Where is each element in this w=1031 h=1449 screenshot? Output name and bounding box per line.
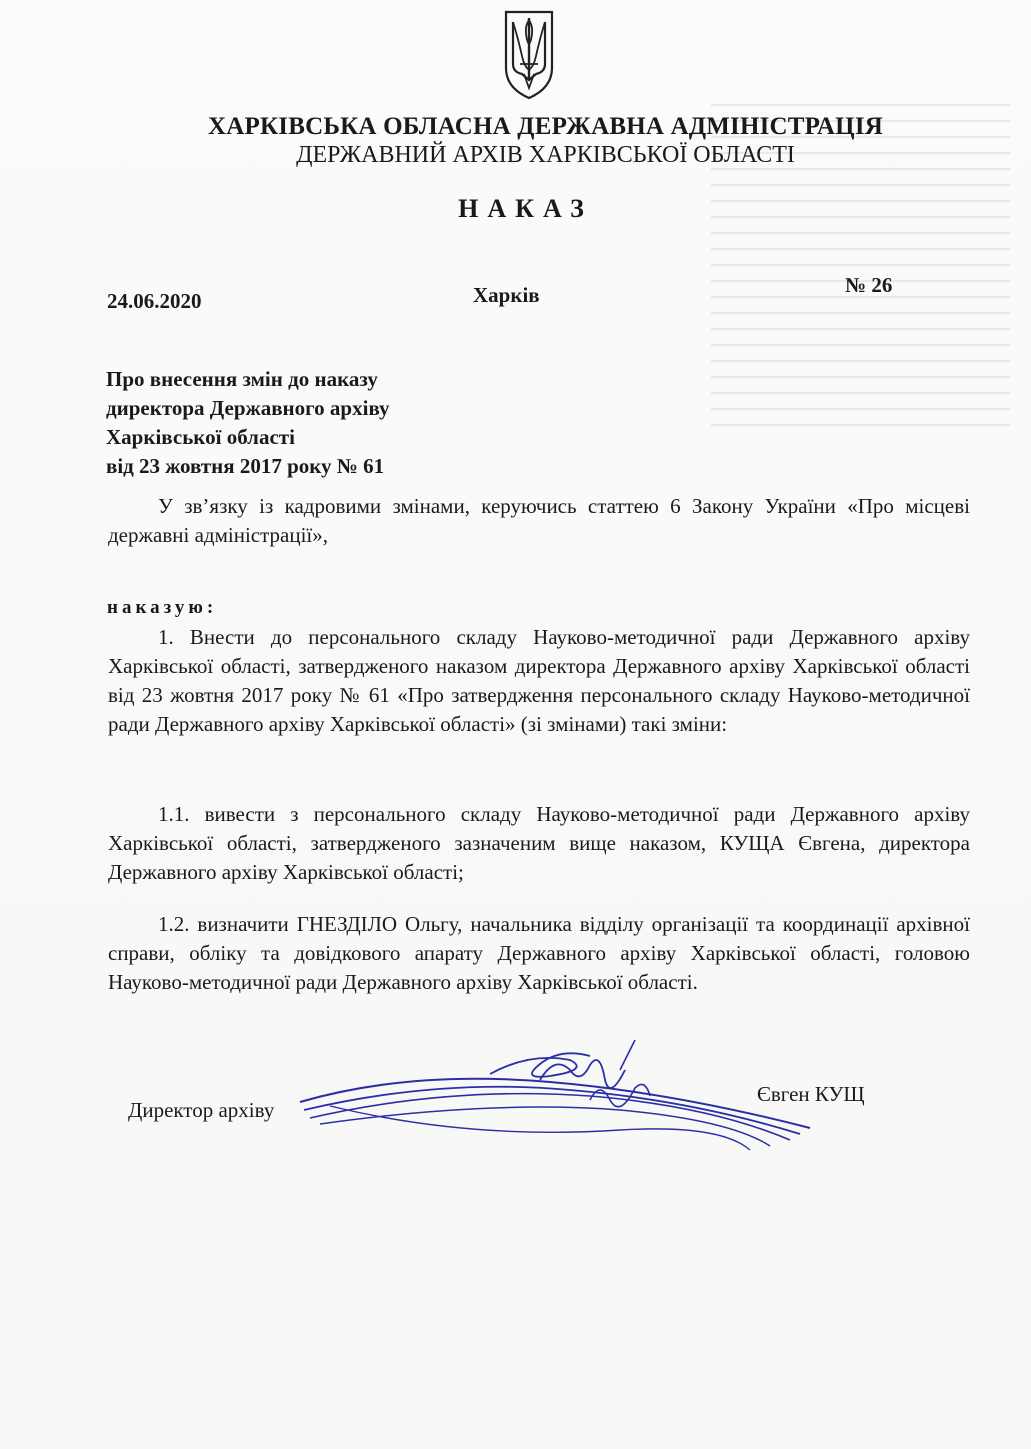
- document-date: 24.06.2020: [107, 289, 202, 313]
- document-type: НАКАЗ: [458, 194, 593, 223]
- order-word: наказую:: [107, 597, 218, 618]
- document-subject: [106, 365, 390, 481]
- handwritten-signature: [290, 1030, 820, 1180]
- archive-name: ДЕРЖАВНИЙ АРХІВ ХАРКІВСЬКОЇ ОБЛАСТІ: [296, 142, 795, 168]
- order-item-1-1: 1.1. вивести з персонального складу Науково-методичної ради Державного архіву Харківської області, затвердженого зазначеним вище наказом, КУЩА Євгена, директора Державного архіву Харківської області;: [108, 802, 970, 884]
- order-item-1-2: 1.2. визначити ГНЕЗДІЛО Ольгу, начальника відділу організації та координації архівної справи, обліку та довідкового апарату Державного архіву Харківської області, головою Науково-методичної ради Державного архіву Харківської області.: [108, 912, 970, 994]
- document-number: № 26: [845, 273, 893, 297]
- order-item-1: 1. Внести до персонального складу Науково-методичної ради Державного архіву Харківської області, затвердженого наказом директора Державного архіву Харківської області від 23 жовтня 2017 року № 61 «Про затвердження персонального складу Науково-методичної ради Державного архіву Харківської області» (зі змінами) такі зміни:: [108, 625, 970, 736]
- preamble-paragraph: У зв’язку із кадровими змінами, керуючись статтею 6 Закону України «Про місцеві державні адміністрації»,: [108, 494, 970, 547]
- subject-line: директора Державного архіву: [106, 396, 390, 420]
- signatory-title: Директор архіву: [128, 1098, 275, 1122]
- trident-icon: [500, 8, 558, 100]
- subject-line: Харківської області: [106, 425, 295, 449]
- signatory-name: Євген КУЩ: [757, 1082, 865, 1106]
- document-city: Харків: [473, 283, 540, 307]
- subject-line: від 23 жовтня 2017 року № 61: [106, 454, 385, 478]
- subject-line: Про внесення змін до наказу: [106, 367, 378, 391]
- organization-name: ХАРКІВСЬКА ОБЛАСНА ДЕРЖАВНА АДМІНІСТРАЦІЯ: [207, 113, 884, 140]
